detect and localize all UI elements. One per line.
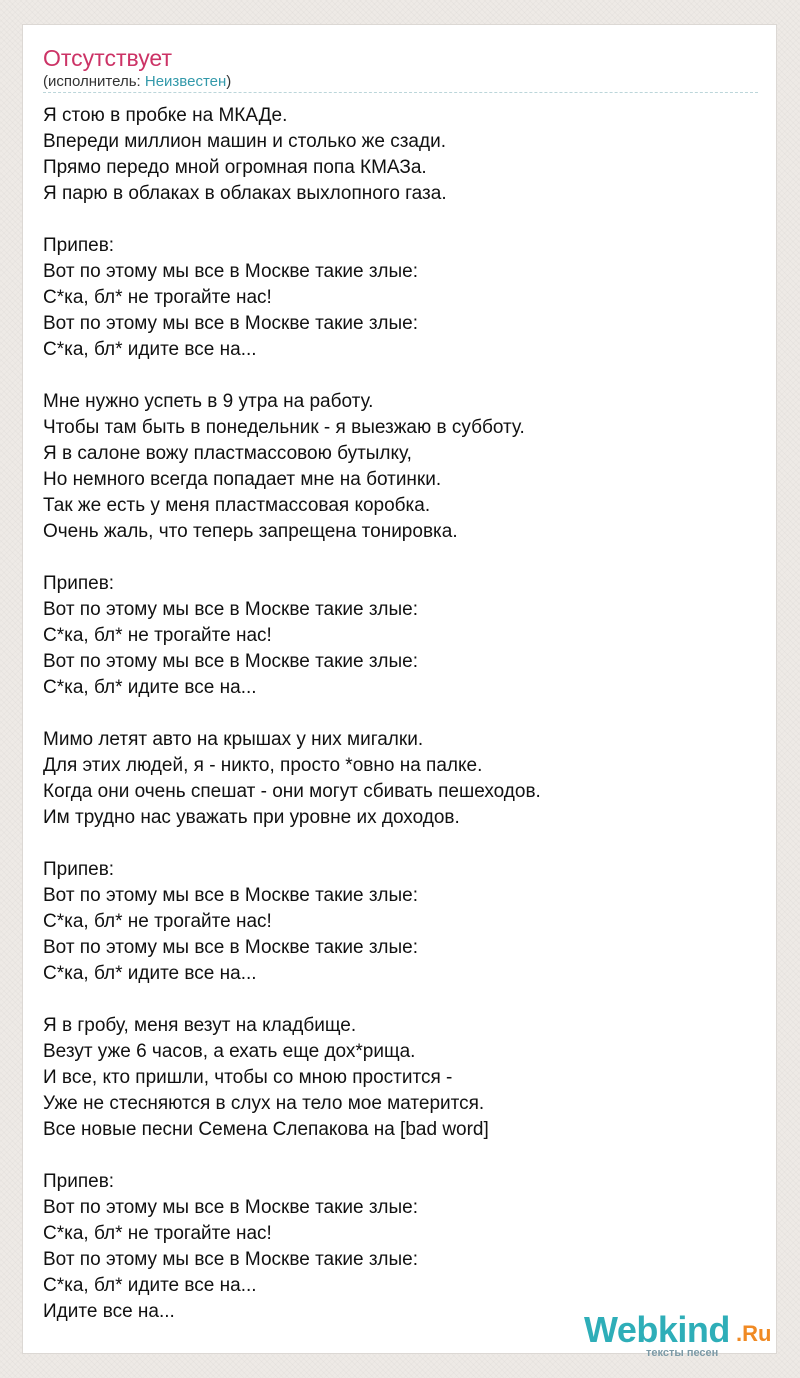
- lyric-stanza: [43, 1013, 541, 1143]
- artist-prefix: (исполнитель:: [43, 73, 145, 90]
- lyric-line: С*ка, бл* идите все на...: [43, 339, 257, 360]
- lyric-line: Прямо передо мной огромная попа КМАЗа.: [43, 157, 427, 178]
- lyrics-card: [22, 24, 777, 1354]
- lyric-line: С*ка, бл* идите все на...: [43, 677, 257, 698]
- logo-domain-suffix: .Ru: [736, 1321, 772, 1346]
- lyric-line: Я в салоне вожу пластмассовою бутылку,: [43, 443, 412, 464]
- artist-line: [43, 73, 231, 91]
- lyric-line: Вот по этому мы все в Москве такие злые:: [43, 1249, 418, 1270]
- lyric-line: Вот по этому мы все в Москве такие злые:: [43, 885, 418, 906]
- site-logo[interactable]: [584, 1309, 784, 1360]
- lyric-line: Вот по этому мы все в Москве такие злые:: [43, 261, 418, 282]
- lyric-line: Очень жаль, что теперь запрещена тонировка.: [43, 521, 458, 542]
- artist-suffix: ): [226, 73, 232, 90]
- lyric-line: Им трудно нас уважать при уровне их доходов.: [43, 807, 460, 828]
- artist-link[interactable]: Неизвестен: [144, 73, 227, 90]
- lyric-line: Вот по этому мы все в Москве такие злые:: [43, 313, 418, 334]
- lyric-line: С*ка, бл* идите все на...: [43, 1275, 257, 1296]
- lyric-line: С*ка, бл* не трогайте нас!: [43, 911, 272, 932]
- lyric-line: Припев:: [43, 859, 115, 880]
- logo-tagline: тексты песен: [646, 1347, 719, 1359]
- lyric-stanza: [43, 233, 541, 363]
- lyric-line: Вот по этому мы все в Москве такие злые:: [43, 937, 418, 958]
- lyric-line: Я парю в облаках в облаках выхлопного газа.: [43, 183, 447, 204]
- lyric-stanza: [43, 571, 541, 701]
- lyric-line: Все новые песни Семена Слепакова на [bad word]: [43, 1119, 489, 1140]
- lyric-line: Везут уже 6 часов, а ехать еще дох*рища.: [43, 1041, 416, 1062]
- title-divider: [43, 92, 758, 93]
- lyric-line: Вот по этому мы все в Москве такие злые:: [43, 651, 418, 672]
- lyric-line: Я стою в пробке на МКАДе.: [43, 105, 288, 126]
- logo-wordmark: Webkind: [584, 1309, 730, 1350]
- lyric-line: Припев:: [43, 1171, 115, 1192]
- lyric-line: Вот по этому мы все в Москве такие злые:: [43, 1197, 418, 1218]
- lyric-stanza: [43, 389, 541, 545]
- lyric-line: Когда они очень спешат - они могут сбивать пешеходов.: [43, 781, 541, 802]
- lyric-line: С*ка, бл* идите все на...: [43, 963, 257, 984]
- lyric-line: Чтобы там быть в понедельник - я выезжаю в субботу.: [43, 417, 525, 438]
- lyric-stanza: [43, 1169, 541, 1325]
- lyric-stanza: [43, 857, 541, 987]
- lyric-line: Впереди миллион машин и столько же сзади.: [43, 131, 446, 152]
- lyric-stanza: [43, 103, 541, 207]
- lyric-line: С*ка, бл* не трогайте нас!: [43, 1223, 272, 1244]
- lyric-line: Уже не стесняются в слух на тело мое матерится.: [43, 1093, 485, 1114]
- lyric-line: Мимо летят авто на крышах у них мигалки.: [43, 729, 424, 750]
- lyric-line: Для этих людей, я - никто, просто *овно на палке.: [43, 755, 483, 776]
- lyric-line: Идите все на...: [43, 1301, 175, 1322]
- lyric-line: Припев:: [43, 573, 115, 594]
- lyrics-text: [43, 103, 541, 1325]
- lyric-line: Мне нужно успеть в 9 утра на работу.: [43, 391, 374, 412]
- lyric-line: С*ка, бл* не трогайте нас!: [43, 625, 272, 646]
- lyric-line: Так же есть у меня пластмассовая коробка.: [43, 495, 431, 516]
- song-title: Отсутствует: [43, 45, 172, 71]
- lyric-line: Припев:: [43, 235, 115, 256]
- lyric-line: Вот по этому мы все в Москве такие злые:: [43, 599, 418, 620]
- lyric-line: Я в гробу, меня везут на кладбище.: [43, 1015, 357, 1036]
- lyric-line: Но немного всегда попадает мне на ботинки.: [43, 469, 442, 490]
- lyric-line: И все, кто пришли, чтобы со мною простится -: [43, 1067, 453, 1088]
- lyric-stanza: [43, 727, 541, 831]
- lyric-line: С*ка, бл* не трогайте нас!: [43, 287, 272, 308]
